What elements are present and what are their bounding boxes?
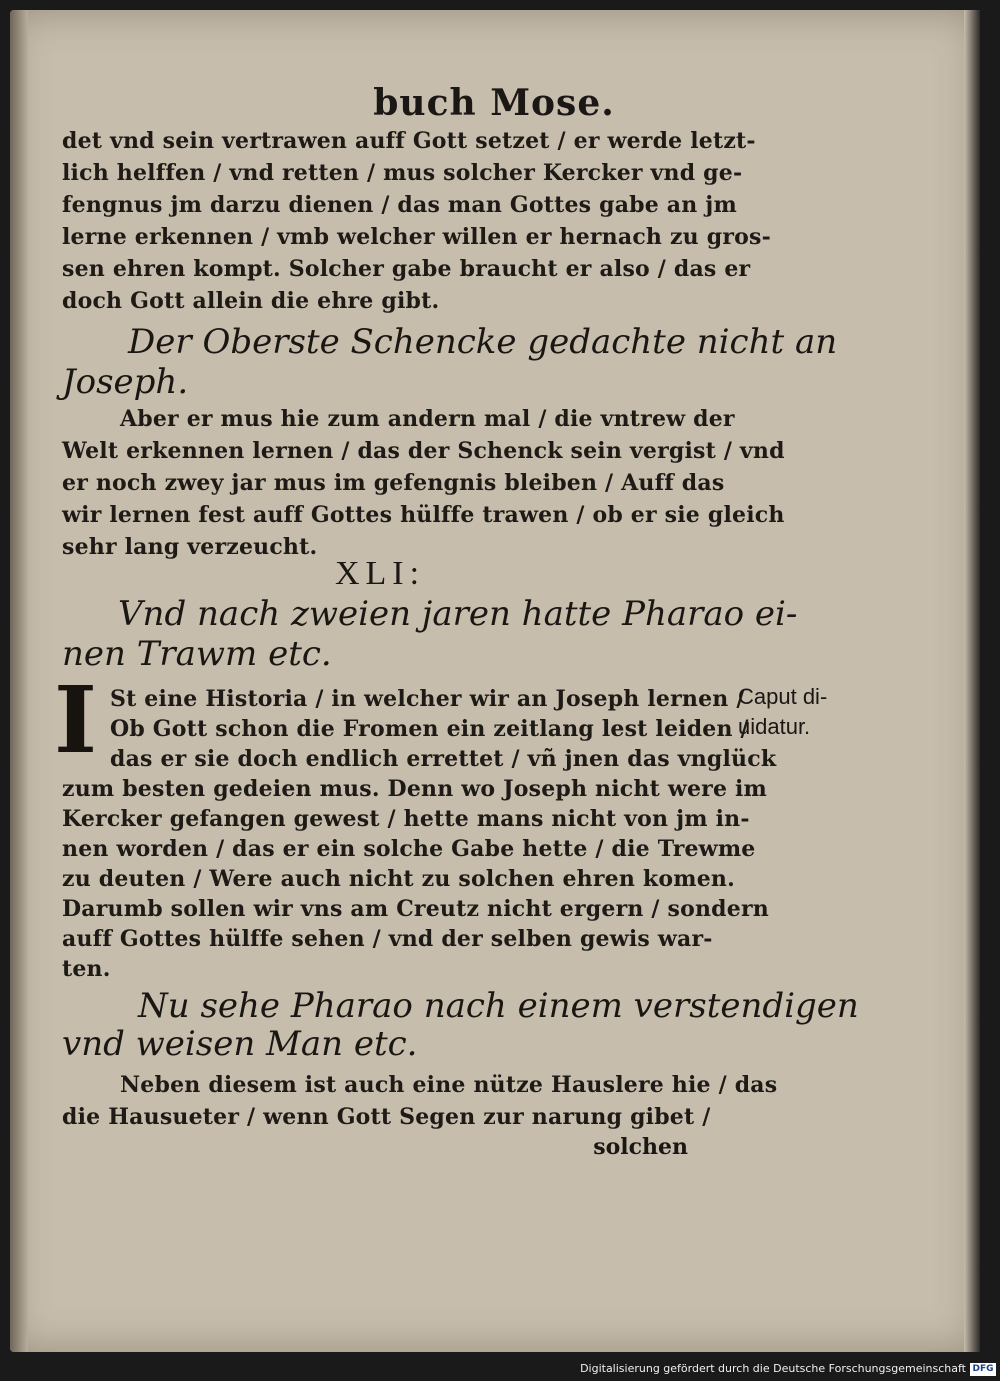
book-page [10, 10, 978, 1352]
text-line: auff Gottes hülffe sehen / vnd der selben gewis war- [62, 926, 713, 952]
text-line: das er sie doch endlich errettet / vñ jnen das vnglück [110, 746, 777, 772]
text-line: er noch zwey jar mus im gefengnis bleiben / Auff das [62, 470, 725, 496]
drop-cap-initial: I [54, 666, 98, 774]
text-line: det vnd sein vertrawen auff Gott setzet / er werde letzt- [62, 128, 756, 154]
margin-note-line: Caput di- [738, 684, 828, 709]
text-line: ten. [62, 956, 111, 982]
text-line: zu deuten / Were auch nicht zu solchen ehren komen. [62, 866, 735, 892]
chapter-number: XLI: [334, 555, 426, 592]
text-line: doch Gott allein die ehre gibt. [62, 288, 440, 314]
text-line: St eine Historia / in welcher wir an Joseph lernen / [110, 686, 745, 712]
page-edge [964, 10, 980, 1352]
section-heading: Der Oberste Schencke gedachte nicht an [128, 322, 838, 362]
section-heading: Nu sehe Pharao nach einem verstendigen [138, 986, 859, 1026]
text-line: Welt erkennen lernen / das der Schenck sein vergist / vnd [62, 438, 785, 464]
text-line: Ob Gott schon die Fromen ein zeitlang lest leiden / [110, 716, 749, 742]
text-line: sen ehren kompt. Solcher gabe braucht er also / das er [62, 256, 751, 282]
text-line: Kercker gefangen gewest / hette mans nicht von jm in- [62, 806, 750, 832]
margin-note-line: uidatur. [738, 714, 811, 739]
section-heading: vnd weisen Man etc. [62, 1024, 418, 1064]
footer-bar [0, 1355, 1000, 1381]
text-line: sehr lang verzeucht. [62, 534, 318, 560]
dfg-logo: DFG [970, 1363, 996, 1376]
section-heading: Joseph. [62, 362, 189, 402]
text-line: wir lernen fest auff Gottes hülffe trawen / ob er sie gleich [62, 502, 785, 528]
section-heading: nen Trawm etc. [62, 634, 332, 674]
running-header: buch Mose. [373, 82, 615, 124]
funding-credit: Digitalisierung gefördert durch die Deutsche Forschungsgemeinschaft [580, 1362, 966, 1375]
margin-note [738, 682, 868, 742]
text-line: fengnus jm darzu dienen / das man Gottes gabe an jm [62, 192, 737, 218]
text-line: die Hausueter / wenn Gott Segen zur narung gibet / [62, 1104, 711, 1130]
text-line: Neben diesem ist auch eine nütze Hauslere hie / das [120, 1072, 778, 1098]
text-line: lich helffen / vnd retten / mus solcher Kercker vnd ge- [62, 160, 743, 186]
page-spine [10, 10, 28, 1352]
section-heading: Vnd nach zweien jaren hatte Pharao ei- [118, 594, 798, 634]
text-line: Darumb sollen wir vns am Creutz nicht ergern / sondern [62, 896, 769, 922]
text-line: zum besten gedeien mus. Denn wo Joseph nicht were im [62, 776, 768, 802]
catchword: solchen [593, 1134, 688, 1160]
text-line: Aber er mus hie zum andern mal / die vntrew der [120, 406, 735, 432]
text-line: lerne erkennen / vmb welcher willen er hernach zu gros- [62, 224, 771, 250]
text-line: nen worden / das er ein solche Gabe hette / die Trewme [62, 836, 756, 862]
